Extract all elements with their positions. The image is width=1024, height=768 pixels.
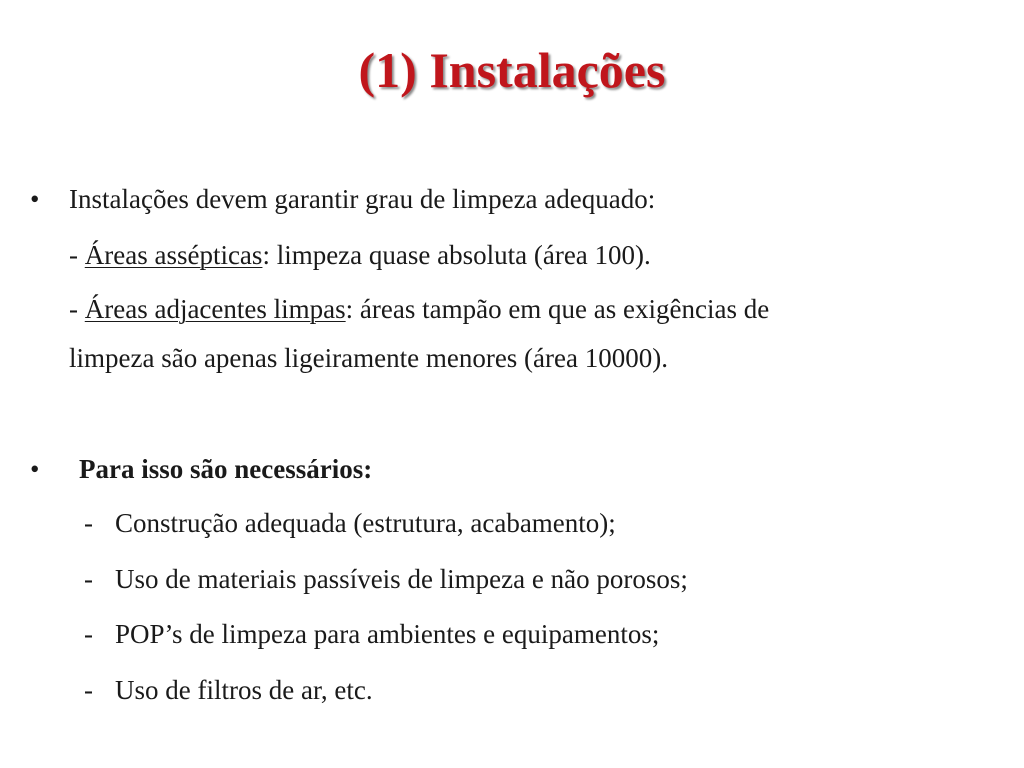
item-term: Áreas adjacentes limpas	[84, 294, 346, 324]
section1-item-adjacentes-continuation: limpeza são apenas ligeiramente menores (área 10000).	[69, 343, 668, 373]
item-prefix: -	[69, 294, 85, 324]
item-prefix: -	[69, 240, 85, 270]
dash-icon: -	[84, 508, 93, 538]
section1-item-asepticas	[69, 238, 651, 272]
dash-icon: -	[84, 564, 93, 594]
item-description: : áreas tampão em que as exigências de	[345, 294, 770, 324]
item-description: : limpeza quase absoluta (área 100).	[262, 240, 651, 270]
bullet-icon: •	[30, 184, 40, 214]
dash-icon: -	[84, 619, 93, 649]
section1-item-adjacentes	[69, 292, 769, 326]
item-term: Áreas assépticas	[84, 240, 263, 270]
section2-item: POP’s de limpeza para ambientes e equipamentos;	[115, 619, 660, 649]
section2-item: Construção adequada (estrutura, acabamento);	[115, 508, 616, 538]
section2-item: Uso de materiais passíveis de limpeza e não porosos;	[115, 564, 688, 594]
section1-heading: Instalações devem garantir grau de limpeza adequado:	[69, 184, 656, 214]
bullet-icon: •	[30, 454, 40, 484]
section2-item: Uso de filtros de ar, etc.	[115, 675, 373, 705]
dash-icon: -	[84, 675, 93, 705]
slide-title: (1) Instalações	[358, 42, 666, 98]
section2-heading: Para isso são necessários:	[79, 454, 373, 484]
